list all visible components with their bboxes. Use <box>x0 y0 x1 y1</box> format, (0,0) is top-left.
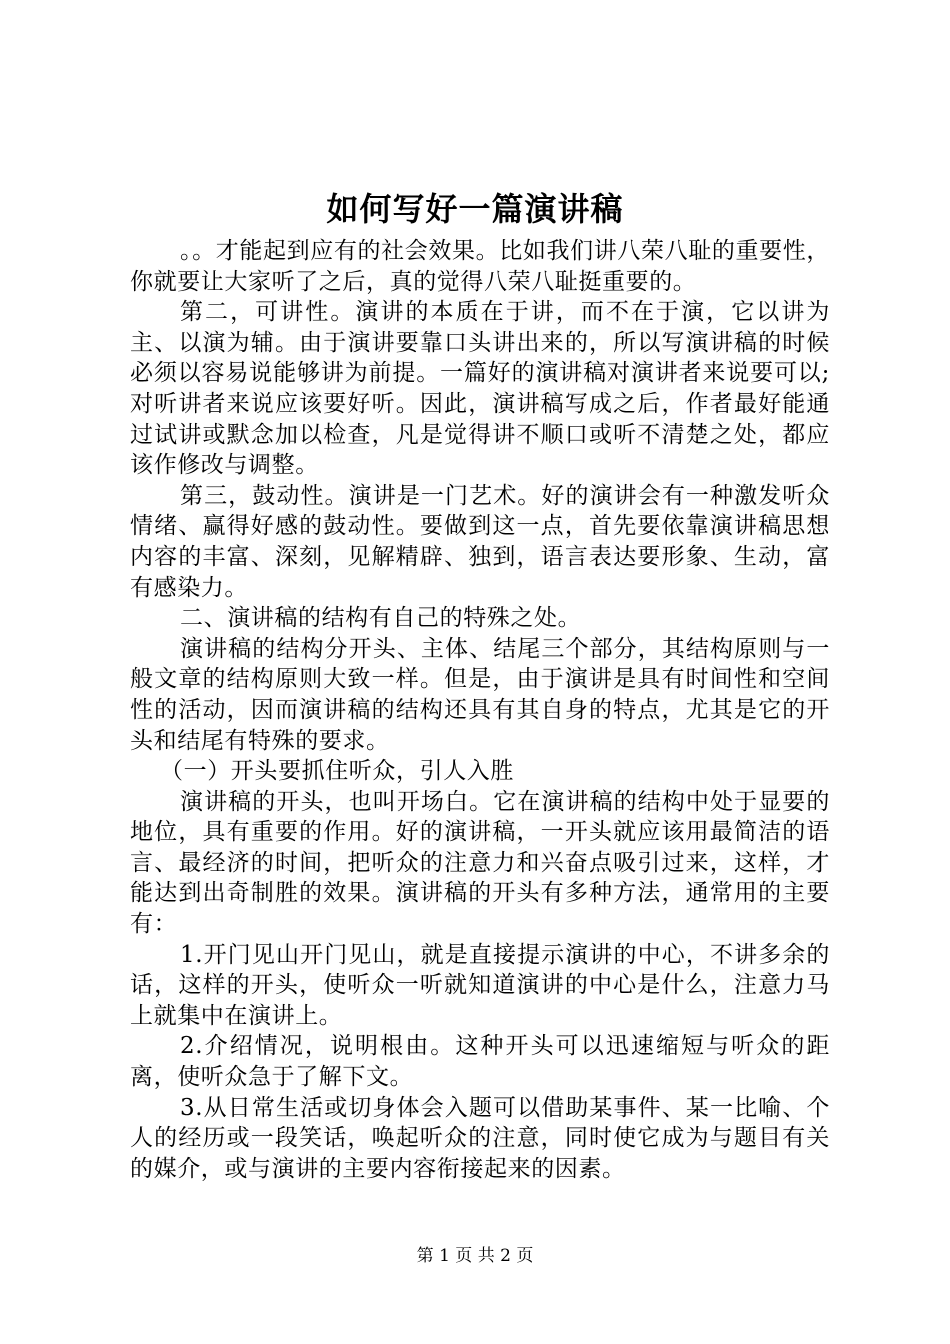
list-item: 1.开门见山开门见山，就是直接提示演讲的中心，不讲多余的话，这样的开头，使听众一听就知道演讲的中心是什么，注意力马上就集中在演讲上。 <box>130 941 830 1029</box>
page-footer: 第 1 页 共 2 页 <box>416 1246 534 1266</box>
paragraph: 第三，鼓动性。演讲是一门艺术。好的演讲会有一种激发听众情绪、赢得好感的鼓动性。要做到这一点，首先要依靠演讲稿思想内容的丰富、深刻，见解精辟、独到，语言表达要形象、生动，富有感染力。 <box>130 482 830 601</box>
list-item: 3.从日常生活或切身体会入题可以借助某事件、某一比喻、个人的经历或一段笑话，唤起听众的注意，同时使它成为与题目有关的媒介，或与演讲的主要内容衔接起来的因素。 <box>130 1094 830 1182</box>
paragraph: 演讲稿的开头，也叫开场白。它在演讲稿的结构中处于显要的地位，具有重要的作用。好的演讲稿，一开头就应该用最简洁的语言、最经济的时间，把听众的注意力和兴奋点吸引过来，这样，才能达到出奇制胜的效果。演讲稿的开头有多种方法，通常用的主要有： <box>130 788 830 938</box>
list-item: 2.介绍情况，说明根由。这种开头可以迅速缩短与听众的距离，使听众急于了解下文。 <box>130 1033 830 1091</box>
paragraph: 第二，可讲性。演讲的本质在于讲，而不在于演，它以讲为主、以演为辅。由于演讲要靠口头讲出来的，所以写演讲稿的时候必须以容易说能够讲为前提。一篇好的演讲稿对演讲者来说要可以;对听讲者来说应该要好听。因此，演讲稿写成之后，作者最好能通过试讲或默念加以检查，凡是觉得讲不顺口或听不清楚之处，都应该作修改与调整。 <box>130 299 830 479</box>
document-title: 如何写好一篇演讲稿 <box>326 190 624 228</box>
subsection-heading: （一）开头要抓住听众，引人入胜 <box>160 758 514 785</box>
paragraph: 演讲稿的结构分开头、主体、结尾三个部分，其结构原则与一般文章的结构原则大致一样。但是，由于演讲是具有时间性和空间性的活动，因而演讲稿的结构还具有其自身的特点，尤其是它的开头和结尾有特殊的要求。 <box>130 635 830 754</box>
section-heading: 二、演讲稿的结构有自己的特殊之处。 <box>180 605 582 632</box>
document-body <box>130 236 830 1184</box>
paragraph: 。。才能起到应有的社会效果。比如我们讲八荣八耻的重要性，你就要让大家听了之后，真的觉得八荣八耻挺重要的。 <box>130 238 830 295</box>
